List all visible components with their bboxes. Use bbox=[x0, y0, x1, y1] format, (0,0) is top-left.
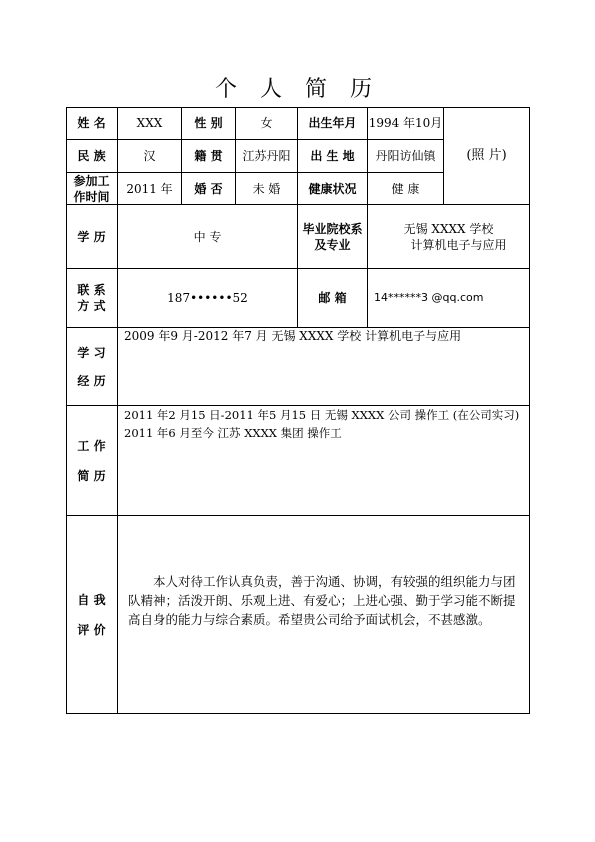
school-label-line1: 毕业院校系 bbox=[302, 221, 363, 236]
work-start-label-line1: 参加工 bbox=[73, 173, 110, 188]
contact-label-line2: 方 式 bbox=[77, 299, 106, 313]
work-label-line1: 工 作 bbox=[77, 438, 106, 453]
gender-label: 性 别 bbox=[182, 107, 236, 140]
photo-placeholder: (照 片) bbox=[444, 107, 530, 205]
page-title: 个 人 简 历 bbox=[215, 77, 380, 102]
name-value: XXX bbox=[118, 107, 182, 140]
contact-label-line1: 联 系 bbox=[77, 283, 106, 297]
ethnic-label: 民 族 bbox=[66, 140, 118, 173]
birth-label: 出生年月 bbox=[298, 107, 368, 140]
contact-label bbox=[66, 269, 118, 328]
study-content bbox=[118, 328, 530, 406]
study-label-line2: 经 历 bbox=[77, 373, 106, 388]
marital-value: 未 婚 bbox=[236, 173, 298, 205]
work-content bbox=[118, 406, 530, 516]
school-major: 计算机电子与应用 bbox=[410, 237, 507, 252]
education-value: 中 专 bbox=[118, 205, 298, 269]
resume-table bbox=[66, 107, 530, 714]
work-start-label bbox=[66, 173, 118, 205]
work-start-value: 2011 年 bbox=[118, 173, 182, 205]
study-label-line1: 学 习 bbox=[77, 345, 106, 360]
name-label: 姓 名 bbox=[66, 107, 118, 140]
self-eval-text: 本人对待工作认真负责，善于沟通、协调，有较强的组织能力与团队精神；活泼开朗、乐观上进、有爱心；上进心强、勤于学习能不断提高自身的能力与综合素质。希望贵公司给予面试机会，不甚感激。 bbox=[128, 574, 516, 627]
work-start-label-line2: 作时间 bbox=[73, 189, 110, 204]
work-line: 2011 年2 月15 日-2011 年5 月15 日 无锡 XXXX 公司 操作工 (在公司实习) bbox=[124, 408, 520, 422]
work-label-line2: 简 历 bbox=[77, 468, 106, 483]
email-label: 邮 箱 bbox=[298, 269, 368, 328]
self-eval-label-line1: 自 我 bbox=[77, 592, 106, 607]
native-label: 籍 贯 bbox=[182, 140, 236, 173]
self-eval-label bbox=[66, 516, 118, 714]
native-value: 江苏丹阳 bbox=[236, 140, 298, 173]
birth-value: 1994 年10月 bbox=[368, 107, 444, 140]
phone-value: 187••••••52 bbox=[118, 269, 298, 328]
work-line: 2011 年6 月至今 江苏 XXXX 集团 操作工 bbox=[124, 426, 342, 440]
marital-label: 婚 否 bbox=[182, 173, 236, 205]
work-label bbox=[66, 406, 118, 516]
ethnic-value: 汉 bbox=[118, 140, 182, 173]
study-label bbox=[66, 328, 118, 406]
email-value: 14******3 @qq.com bbox=[368, 269, 530, 328]
school-label-line2: 及专业 bbox=[314, 237, 351, 252]
health-label: 健康状况 bbox=[298, 173, 368, 205]
education-label: 学 历 bbox=[66, 205, 118, 269]
self-eval-label-line2: 评 价 bbox=[77, 622, 106, 637]
school-label bbox=[298, 205, 368, 269]
birthplace-value: 丹阳访仙镇 bbox=[368, 140, 444, 173]
birthplace-label: 出 生 地 bbox=[298, 140, 368, 173]
school-name: 无锡 XXXX 学校 bbox=[403, 221, 494, 236]
self-eval-content bbox=[118, 516, 530, 714]
health-value: 健 康 bbox=[368, 173, 444, 205]
study-line: 2009 年9 月-2012 年7 月 无锡 XXXX 学校 计算机电子与应用 bbox=[124, 329, 462, 343]
school-value bbox=[368, 205, 530, 269]
gender-value: 女 bbox=[236, 107, 298, 140]
